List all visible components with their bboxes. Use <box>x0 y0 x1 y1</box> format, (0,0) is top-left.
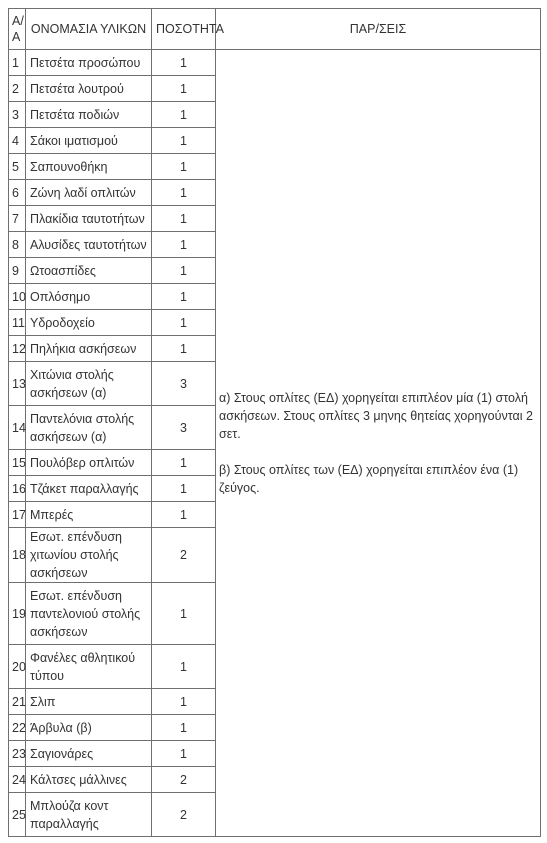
quantity: 1 <box>152 206 216 232</box>
quantity: 2 <box>152 767 216 793</box>
header-quantity: ΠΟΣΟΤΗΤΑ <box>152 9 216 50</box>
row-number: 6 <box>9 180 26 206</box>
row-number: 14 <box>9 406 26 450</box>
quantity: 3 <box>152 406 216 450</box>
material-name: Σαγιονάρες <box>26 741 152 767</box>
quantity: 1 <box>152 502 216 528</box>
row-number: 10 <box>9 284 26 310</box>
row-number: 24 <box>9 767 26 793</box>
table-row <box>9 50 541 76</box>
note-a: α) Στους οπλίτες (ΕΔ) χορηγείται επιπλέον μία (1) στολή ασκήσεων. Στους οπλίτες 3 μηνης θητείας χορηγούνται 2 σετ. <box>219 391 533 441</box>
row-number: 9 <box>9 258 26 284</box>
quantity: 3 <box>152 362 216 406</box>
material-name: Πλακίδια ταυτοτήτων <box>26 206 152 232</box>
material-name: Πηλήκια ασκήσεων <box>26 336 152 362</box>
material-name: Σάκοι ιματισμού <box>26 128 152 154</box>
table-header-row <box>9 9 541 50</box>
row-number: 13 <box>9 362 26 406</box>
material-name: Πουλόβερ οπλιτών <box>26 450 152 476</box>
material-name: Άρβυλα (β) <box>26 715 152 741</box>
row-number: 23 <box>9 741 26 767</box>
notes-cell <box>216 50 541 837</box>
material-name: Παντελόνια στολής ασκήσεων (α) <box>26 406 152 450</box>
material-name: Σαπουνοθήκη <box>26 154 152 180</box>
row-number: 1 <box>9 50 26 76</box>
material-name: Πετσέτα ποδιών <box>26 102 152 128</box>
row-number: 7 <box>9 206 26 232</box>
row-number: 3 <box>9 102 26 128</box>
row-number: 20 <box>9 645 26 689</box>
row-number: 12 <box>9 336 26 362</box>
quantity: 2 <box>152 528 216 583</box>
row-number: 19 <box>9 583 26 645</box>
row-number: 25 <box>9 793 26 837</box>
materials-table <box>8 8 541 837</box>
quantity: 1 <box>152 336 216 362</box>
quantity: 1 <box>152 476 216 502</box>
material-name: Αλυσίδες ταυτοτήτων <box>26 232 152 258</box>
quantity: 1 <box>152 180 216 206</box>
quantity: 1 <box>152 310 216 336</box>
quantity: 1 <box>152 258 216 284</box>
quantity: 1 <box>152 645 216 689</box>
material-name: Ωτοασπίδες <box>26 258 152 284</box>
row-number: 11 <box>9 310 26 336</box>
quantity: 1 <box>152 715 216 741</box>
quantity: 1 <box>152 128 216 154</box>
material-name: Ζώνη λαδί οπλιτών <box>26 180 152 206</box>
quantity: 1 <box>152 76 216 102</box>
quantity: 1 <box>152 102 216 128</box>
material-name: Εσωτ. επένδυση παντελονιού στολής ασκήσεων <box>26 583 152 645</box>
row-number: 2 <box>9 76 26 102</box>
material-name: Σλιπ <box>26 689 152 715</box>
quantity: 1 <box>152 154 216 180</box>
quantity: 1 <box>152 284 216 310</box>
material-name: Τζάκετ παραλλαγής <box>26 476 152 502</box>
quantity: 1 <box>152 583 216 645</box>
quantity: 2 <box>152 793 216 837</box>
material-name: Υδροδοχείο <box>26 310 152 336</box>
material-name: Οπλόσημο <box>26 284 152 310</box>
header-notes: ΠΑΡ/ΣΕΙΣ <box>216 9 541 50</box>
note-spacer <box>219 443 536 461</box>
material-name: Πετσέτα προσώπου <box>26 50 152 76</box>
row-number: 22 <box>9 715 26 741</box>
material-name: Μπερές <box>26 502 152 528</box>
material-name: Εσωτ. επένδυση χιτωνίου στολής ασκήσεων <box>26 528 152 583</box>
header-aa: Α/ Α <box>9 9 26 50</box>
quantity: 1 <box>152 689 216 715</box>
row-number: 5 <box>9 154 26 180</box>
table-body <box>9 50 541 837</box>
material-name: Χιτώνια στολής ασκήσεων (α) <box>26 362 152 406</box>
row-number: 17 <box>9 502 26 528</box>
row-number: 15 <box>9 450 26 476</box>
material-name: Κάλτσες μάλλινες <box>26 767 152 793</box>
material-name: Φανέλες αθλητικού τύπου <box>26 645 152 689</box>
row-number: 8 <box>9 232 26 258</box>
quantity: 1 <box>152 50 216 76</box>
material-name: Πετσέτα λουτρού <box>26 76 152 102</box>
note-b: β) Στους οπλίτες των (ΕΔ) χορηγείται επιπλέον ένα (1) ζεύγος. <box>219 463 519 495</box>
row-number: 16 <box>9 476 26 502</box>
quantity: 1 <box>152 741 216 767</box>
row-number: 18 <box>9 528 26 583</box>
material-name: Μπλούζα κοντ παραλλαγής <box>26 793 152 837</box>
row-number: 4 <box>9 128 26 154</box>
header-material-name: ΟΝΟΜΑΣΙΑ ΥΛΙΚΩΝ <box>26 9 152 50</box>
row-number: 21 <box>9 689 26 715</box>
quantity: 1 <box>152 450 216 476</box>
quantity: 1 <box>152 232 216 258</box>
